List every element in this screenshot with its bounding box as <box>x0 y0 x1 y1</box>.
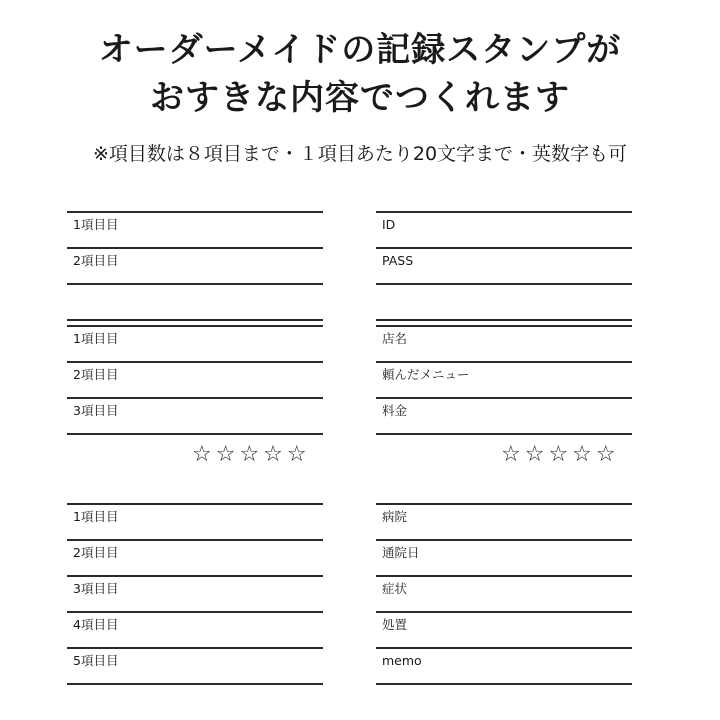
stamp-row <box>67 363 323 399</box>
star-rating-icon: ☆☆☆☆☆ <box>192 442 311 467</box>
spec-note: ※項目数は８項目まで・１項目あたり20文字まで・英数字も可 <box>92 143 628 165</box>
stamp-row-label: 病院 <box>382 509 408 524</box>
stamp-row <box>376 249 632 285</box>
stamp-row-label: PASS <box>382 253 414 268</box>
stamp-row <box>376 285 632 321</box>
stamp-sample-6 <box>376 503 632 685</box>
stamp-row <box>67 399 323 435</box>
stamp-row <box>376 399 632 435</box>
stamp-sample-3 <box>67 325 323 435</box>
stamp-row-label: 3項目目 <box>73 403 119 418</box>
stamp-row-label: 1項目目 <box>73 331 119 346</box>
stamp-row-label: 2項目目 <box>73 253 119 268</box>
stamp-row-label: ID <box>382 217 396 232</box>
stamp-row <box>67 649 323 685</box>
stamp-row <box>67 285 323 321</box>
stamp-row-label: 2項目目 <box>73 367 119 382</box>
stamp-row-label: 1項目目 <box>73 509 119 524</box>
stamp-row-label: 2項目目 <box>73 545 119 560</box>
headline <box>0 26 720 122</box>
stamp-row-label: 症状 <box>382 581 408 596</box>
stamp-sample-5 <box>67 503 323 685</box>
stamp-row-label: memo <box>382 653 422 668</box>
stamp-row <box>376 363 632 399</box>
stamp-row <box>67 613 323 649</box>
stamp-row <box>376 577 632 613</box>
stamp-row-label: 頼んだメニュー <box>382 367 470 382</box>
stamp-row <box>376 505 632 541</box>
stamp-row-label: 料金 <box>382 403 408 418</box>
stamp-row <box>67 541 323 577</box>
stamp-row-label: 1項目目 <box>73 217 119 232</box>
stamp-row-label: 処置 <box>382 617 408 632</box>
stamp-row <box>67 249 323 285</box>
stamp-row <box>376 327 632 363</box>
stamp-sample-1 <box>67 211 323 321</box>
stamp-row-label: 3項目目 <box>73 581 119 596</box>
stamp-row <box>376 613 632 649</box>
stamp-row <box>376 541 632 577</box>
headline-line-1: オーダーメイドの記録スタンプが <box>98 30 622 70</box>
stamp-row <box>376 649 632 685</box>
stamp-row-label: 4項目目 <box>73 617 119 632</box>
stamp-row-label: 通院日 <box>382 545 420 560</box>
stamp-row <box>67 505 323 541</box>
stamp-row-label: 店名 <box>382 331 408 346</box>
stamp-row <box>67 577 323 613</box>
stamp-row-label: 5項目目 <box>73 653 119 668</box>
stamp-row <box>67 213 323 249</box>
stamp-row <box>376 213 632 249</box>
stamp-sample-4 <box>376 325 632 435</box>
stamp-sample-2 <box>376 211 632 321</box>
star-rating-icon: ☆☆☆☆☆ <box>501 442 620 467</box>
stamp-row <box>67 327 323 363</box>
headline-line-2: おすきな内容でつくれます <box>150 78 570 118</box>
